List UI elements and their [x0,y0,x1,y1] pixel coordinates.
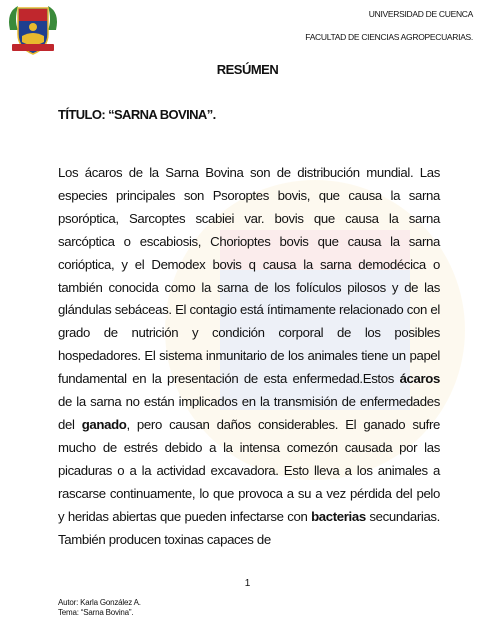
faculty-name: FACULTAD DE CIENCIAS AGROPECUARIAS. [305,32,473,42]
university-crest-icon [4,0,62,58]
body-bold-2: ganado [81,416,127,432]
page-footer [58,598,141,618]
body-bold-1: ácaros [399,371,440,387]
page-header [305,8,473,54]
footer-author: Autor: Karla González A. [58,598,141,607]
page-number: 1 [244,578,251,589]
document-title: RESÚMEN [216,62,279,77]
body-text-3: , pero causan daños considerables. El ganado sufre mucho de estrés debido a la intensa comezón causada por las picaduras o a la actividad excavadora. Esto lleva a los animales a rascarse continuamente, lo que provoca a su a vez pérdida del pelo y heridas abiertas que pueden infectarse con [58,416,440,524]
body-text-1: Los ácaros de la Sarna Bovina son de distribución mundial. Las especies principales son Psoroptes bovis, que causa la sarna psoróptica, Sarcoptes scabiei var. bovis que causa la sarna sarcóptica o escabiosis, Chorioptes bovis que causa la sarna corióptica, y el Demodex bovis q causa la sarna demodécica o también conocida como la sarna de los folículos pilosos y de las glándulas sebáceas. El contagio está íntimamente relacionado con el grado de nutrición y condición corporal de los posibles hospedadores. El sistema inmunitario de los animales tiene un papel fundamental en la presentación de esta enfermedad.Estos [58,165,440,387]
document-subtitle: TÍTULO: “SARNA BOVINA”. [58,107,216,122]
footer-topic: Tema: “Sarna Bovina”. [58,608,134,617]
body-bold-3: bacterias [311,508,366,524]
university-name: UNIVERSIDAD DE CUENCA [368,9,473,19]
body-text-2: de la sarna no están implicados en la transmisión de enfermedades del [58,394,440,432]
body-paragraph [58,162,440,551]
body-text-4: secundarias. También producen toxinas capaces de [58,508,440,547]
